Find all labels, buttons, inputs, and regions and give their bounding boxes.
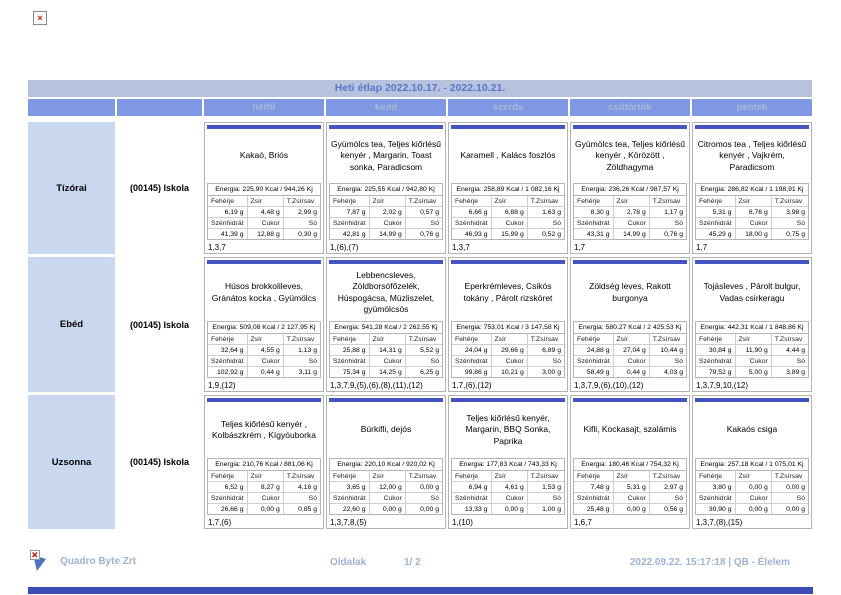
- nutrient-label-fat: Zsír: [248, 334, 284, 345]
- menu-cell: [326, 257, 446, 392]
- nutrient-value-transfat: 0,00 g: [406, 482, 442, 493]
- menu-cell: [204, 122, 324, 254]
- nutrient-label-salt: Só: [406, 493, 442, 504]
- nutrient-label-protein: Fehérje: [330, 471, 370, 482]
- nutrient-value-carbs: 45,29 g: [696, 229, 736, 239]
- nutrient-value-sugar: 0,00 g: [736, 504, 772, 514]
- meal-type-label: Ebéd: [28, 257, 115, 392]
- nutrient-label-salt: Só: [772, 356, 808, 367]
- allergen-codes: 1,7,(6),(12): [452, 381, 492, 390]
- nutrient-value-protein: 7,48 g: [574, 482, 614, 493]
- nutrient-value-sugar: 0,00 g: [492, 504, 528, 514]
- menu-cell: [204, 395, 324, 529]
- energy-line: Energia: 225,55 Kcal / 942,80 Kj: [330, 184, 442, 196]
- nutrient-label-transfat: T.Zsírsav: [528, 471, 564, 482]
- nutrient-label-transfat: T.Zsírsav: [772, 196, 808, 207]
- nutrient-label-carbs: Szénhidrát: [208, 218, 248, 229]
- nutrient-label-fat: Zsír: [492, 471, 528, 482]
- nutrient-value-protein: 8,30 g: [574, 207, 614, 218]
- nutrient-value-fat: 29,66 g: [492, 345, 528, 356]
- nutrient-label-salt: Só: [528, 356, 564, 367]
- nutrient-value-sugar: 14,99 g: [614, 229, 650, 239]
- nutrition-table: [451, 321, 565, 378]
- nutrient-label-protein: Fehérje: [330, 196, 370, 207]
- nutrient-grid: [208, 471, 320, 514]
- nutrient-value-protein: 6,94 g: [452, 482, 492, 493]
- energy-line: Energia: 753,01 Kcal / 3 147,58 Kj: [452, 322, 564, 334]
- nutrient-label-protein: Fehérje: [452, 471, 492, 482]
- nutrient-label-carbs: Szénhidrát: [696, 218, 736, 229]
- allergen-codes: 1,(6),(7): [330, 243, 359, 252]
- nutrient-value-fat: 14,31 g: [370, 345, 406, 356]
- header-day-tuesday: kedd: [326, 99, 446, 116]
- nutrient-value-sugar: 18,00 g: [736, 229, 772, 239]
- nutrient-value-fat: 5,31 g: [614, 482, 650, 493]
- nutrient-label-transfat: T.Zsírsav: [650, 196, 686, 207]
- nutrient-value-sugar: 0,44 g: [248, 367, 284, 377]
- nutrient-label-salt: Só: [650, 493, 686, 504]
- menu-cell: [448, 395, 568, 529]
- nutrient-label-carbs: Szénhidrát: [696, 493, 736, 504]
- nutrient-label-carbs: Szénhidrát: [208, 493, 248, 504]
- school-label: (00145) Iskola: [117, 122, 202, 254]
- nutrient-label-carbs: Szénhidrát: [452, 356, 492, 367]
- nutrient-value-sugar: 14,25 g: [370, 367, 406, 377]
- menu-cell: [448, 257, 568, 392]
- nutrient-label-transfat: T.Zsírsav: [406, 334, 442, 345]
- meal-name: Gyümölcs tea, Teljes kiőrlésű kenyér , Margarin, Toast sonka, Paradicsom: [331, 139, 441, 172]
- nutrient-label-fat: Zsír: [492, 334, 528, 345]
- nutrition-table: [695, 183, 809, 240]
- nutrient-label-transfat: T.Zsírsav: [284, 334, 320, 345]
- nutrient-value-transfat: 1,53 g: [528, 482, 564, 493]
- nutrient-label-transfat: T.Zsírsav: [528, 334, 564, 345]
- nutrient-label-transfat: T.Zsírsav: [650, 334, 686, 345]
- allergen-codes: 1,3,7,9,(5),(6),(8),(11),(12): [330, 381, 423, 390]
- nutrient-value-salt: 0,75 g: [786, 231, 805, 238]
- nutrient-value-salt: 3,89 g: [786, 369, 805, 376]
- nutrient-value-fat: 0,00 g: [736, 482, 772, 493]
- nutrient-label-protein: Fehérje: [208, 334, 248, 345]
- nutrition-table: [695, 458, 809, 515]
- meal-name: Teljes kiőrlésű kenyér , Kolbászkrém , Kígyóuborka: [212, 418, 316, 440]
- nutrient-label-fat: Zsír: [370, 334, 406, 345]
- nutrient-value-transfat: 0,00 g: [772, 482, 808, 493]
- nutrient-label-protein: Fehérje: [696, 471, 736, 482]
- energy-line: Energia: 286,82 Kcal / 1 198,91 Kj: [696, 184, 808, 196]
- energy-line: Energia: 257,18 Kcal / 1 075,01 Kj: [696, 459, 808, 471]
- menu-cell: [570, 257, 690, 392]
- menu-cell: [570, 122, 690, 254]
- nutrient-grid: [452, 471, 564, 514]
- nutrient-value-fat: 2,78 g: [614, 207, 650, 218]
- energy-line: Energia: 210,76 Kcal / 881,06 Kj: [208, 459, 320, 471]
- energy-line: Energia: 220,10 Kcal / 920,02 Kj: [330, 459, 442, 471]
- nutrient-label-fat: Zsír: [736, 196, 772, 207]
- nutrient-label-sugar: Cukor: [370, 493, 406, 504]
- nutrient-label-carbs: Szénhidrát: [330, 356, 370, 367]
- nutrient-label-protein: Fehérje: [696, 334, 736, 345]
- nutrient-value-sugar: 15,99 g: [492, 229, 528, 239]
- nutrient-value-fat: 2,02 g: [370, 207, 406, 218]
- nutrient-grid: [452, 196, 564, 239]
- nutrient-value-salt: 0,56 g: [664, 506, 683, 513]
- meal-name: Teljes kiőrlésű kenyér, Margarin, BBQ Sonka, Paprika: [465, 413, 551, 446]
- nutrient-value-carbs: 43,31 g: [574, 229, 614, 239]
- nutrient-grid: [696, 471, 808, 514]
- nutrient-value-salt: 3,00 g: [542, 369, 561, 376]
- nutrient-value-carbs: 42,81 g: [330, 229, 370, 239]
- energy-line: Energia: 442,31 Kcal / 1 848,86 Kj: [696, 322, 808, 334]
- nutrient-label-protein: Fehérje: [696, 196, 736, 207]
- nutrient-value-carbs: 58,49 g: [574, 367, 614, 377]
- meal-name: Eperkrémleves, Csikós tokány , Párolt rizsköret: [463, 281, 553, 303]
- menu-cell: [204, 257, 324, 392]
- nutrient-value-salt: 0,76 g: [664, 231, 683, 238]
- nutrient-grid: [574, 196, 686, 239]
- nutrient-label-fat: Zsír: [248, 471, 284, 482]
- meal-row-tizorai: [28, 122, 812, 254]
- meal-name: Kakaó, Briós: [239, 150, 289, 161]
- menu-cell: [570, 395, 690, 529]
- nutrition-table: [329, 458, 443, 515]
- nutrient-value-salt: 3,11 g: [298, 369, 317, 376]
- header-day-monday: hétfő: [204, 99, 324, 116]
- nutrient-grid: [696, 196, 808, 239]
- nutrient-value-salt: 0,76 g: [420, 231, 439, 238]
- nutrient-label-sugar: Cukor: [370, 356, 406, 367]
- allergen-codes: 1,3,7,9,10,(12): [696, 381, 749, 390]
- meal-row-uzsonna: [28, 395, 812, 529]
- nutrient-value-transfat: 6,89 g: [528, 345, 564, 356]
- nutrient-value-carbs: 22,60 g: [330, 504, 370, 514]
- nutrient-label-transfat: T.Zsírsav: [772, 334, 808, 345]
- nutrient-label-carbs: Szénhidrát: [208, 356, 248, 367]
- nutrient-value-sugar: 5,00 g: [736, 367, 772, 377]
- nutrient-grid: [330, 471, 442, 514]
- nutrient-label-protein: Fehérje: [574, 196, 614, 207]
- nutrient-value-salt: 6,25 g: [420, 369, 439, 376]
- energy-line: Energia: 225,90 Kcal / 944,26 Kj: [208, 184, 320, 196]
- nutrient-label-fat: Zsír: [248, 196, 284, 207]
- meal-name: Karamell , Kalács foszlós: [460, 150, 556, 161]
- nutrient-label-fat: Zsír: [370, 471, 406, 482]
- header-day-wednesday: szerda: [448, 99, 568, 116]
- nutrient-value-salt: 4,03 g: [664, 369, 683, 376]
- nutrient-value-transfat: 0,57 g: [406, 207, 442, 218]
- nutrient-label-salt: Só: [772, 493, 808, 504]
- nutrient-label-sugar: Cukor: [614, 493, 650, 504]
- nutrient-label-carbs: Szénhidrát: [452, 218, 492, 229]
- nutrient-value-protein: 3,65 g: [330, 482, 370, 493]
- allergen-codes: 1,(10): [452, 518, 473, 527]
- nutrient-grid: [208, 196, 320, 239]
- header-day-thursday: csütörtök: [570, 99, 690, 116]
- nutrient-value-fat: 4,55 g: [248, 345, 284, 356]
- nutrient-value-salt: 0,52 g: [542, 231, 561, 238]
- nutrient-label-sugar: Cukor: [248, 356, 284, 367]
- nutrient-label-protein: Fehérje: [452, 196, 492, 207]
- nutrient-value-sugar: 14,99 g: [370, 229, 406, 239]
- nutrient-label-fat: Zsír: [614, 196, 650, 207]
- nutrient-value-carbs: 79,52 g: [696, 367, 736, 377]
- meal-name: Húsos brokkolileves, Gránátos kocka , Gyümölcs: [211, 281, 317, 303]
- allergen-codes: 1,6,7: [574, 518, 592, 527]
- nutrient-label-protein: Fehérje: [208, 196, 248, 207]
- nutrient-grid: [330, 334, 442, 377]
- nutrition-table: [451, 458, 565, 515]
- nutrient-value-protein: 25,88 g: [330, 345, 370, 356]
- nutrient-label-transfat: T.Zsírsav: [650, 471, 686, 482]
- nutrient-value-carbs: 46,93 g: [452, 229, 492, 239]
- nutrient-label-protein: Fehérje: [574, 471, 614, 482]
- nutrient-label-salt: Só: [284, 356, 320, 367]
- nutrient-grid: [696, 334, 808, 377]
- nutrition-table: [451, 183, 565, 240]
- nutrient-value-salt: 0,00 g: [420, 506, 439, 513]
- nutrient-label-sugar: Cukor: [492, 218, 528, 229]
- nutrient-label-salt: Só: [284, 218, 320, 229]
- quadro-logo-icon: [30, 550, 48, 572]
- menu-title: Heti étlap 2022.10.17. - 2022.10.21.: [28, 80, 812, 97]
- nutrient-label-sugar: Cukor: [370, 218, 406, 229]
- menu-cell: [326, 122, 446, 254]
- nutrient-label-protein: Fehérje: [208, 471, 248, 482]
- allergen-codes: 1,7: [696, 243, 708, 252]
- meal-name: Tojásleves , Párolt bulgur, Vadas csirkeragu: [703, 281, 801, 303]
- nutrient-value-sugar: 12,88 g: [248, 229, 284, 239]
- nutrient-label-sugar: Cukor: [248, 493, 284, 504]
- nutrition-table: [573, 183, 687, 240]
- nutrient-value-protein: 6,66 g: [452, 207, 492, 218]
- nutrition-table: [207, 183, 321, 240]
- menu-cell: [692, 257, 812, 392]
- nutrient-value-transfat: 1,63 g: [528, 207, 564, 218]
- nutrient-label-carbs: Szénhidrát: [574, 218, 614, 229]
- energy-line: Energia: 180,46 Kcal / 754,32 Kj: [574, 459, 686, 471]
- meal-name: Kifli, Kockasajt, szalámis: [583, 424, 677, 435]
- menu-cell: [692, 395, 812, 529]
- energy-line: Energia: 236,26 Kcal / 987,57 Kj: [574, 184, 686, 196]
- nutrient-label-fat: Zsír: [492, 196, 528, 207]
- nutrient-value-salt: 1,00 g: [542, 506, 561, 513]
- footer-company: Quadro Byte Zrt: [60, 556, 137, 567]
- bottom-accent-bar: [28, 587, 813, 594]
- nutrient-label-sugar: Cukor: [614, 218, 650, 229]
- nutrient-label-transfat: T.Zsírsav: [406, 471, 442, 482]
- nutrient-label-sugar: Cukor: [736, 218, 772, 229]
- broken-image-icon: ×: [33, 11, 47, 25]
- nutrient-grid: [574, 334, 686, 377]
- allergen-codes: 1,3,7,8,(5): [330, 518, 367, 527]
- meal-name: Zöldség leves, Rakott burgonya: [589, 281, 671, 303]
- nutrient-label-fat: Zsír: [736, 334, 772, 345]
- nutrient-value-carbs: 41,39 g: [208, 229, 248, 239]
- nutrient-label-salt: Só: [406, 218, 442, 229]
- nutrient-label-carbs: Szénhidrát: [452, 493, 492, 504]
- nutrient-label-sugar: Cukor: [736, 356, 772, 367]
- nutrition-table: [207, 321, 321, 378]
- nutrient-label-salt: Só: [528, 218, 564, 229]
- nutrient-label-sugar: Cukor: [248, 218, 284, 229]
- meal-name: Gyümölcs tea, Teljes kiőrlésű kenyér , Körözött , Zöldhagyma: [575, 139, 685, 172]
- nutrient-label-sugar: Cukor: [492, 493, 528, 504]
- allergen-codes: 1,7,(6): [208, 518, 232, 527]
- nutrition-table: [573, 458, 687, 515]
- meal-type-label: Tízórai: [28, 122, 115, 254]
- nutrient-value-sugar: 10,21 g: [492, 367, 528, 377]
- nutrient-value-protein: 3,80 g: [696, 482, 736, 493]
- day-header-row: [28, 99, 812, 116]
- energy-line: Energia: 580,27 Kcal / 2 425,53 Kj: [574, 322, 686, 334]
- menu-cell: [692, 122, 812, 254]
- header-spacer-meal: [28, 99, 115, 116]
- meal-type-label: Uzsonna: [28, 395, 115, 529]
- nutrient-label-transfat: T.Zsírsav: [284, 471, 320, 482]
- nutrient-value-protein: 6,19 g: [208, 207, 248, 218]
- allergen-codes: 1,3,7,9,(6),(10),(12): [574, 381, 644, 390]
- meal-name: Lebbencsleves, Zöldborsófőzelék, Húspogácsa, Müzliszelet, gyümölcsös: [337, 270, 435, 314]
- meal-name: Kakaós csiga: [726, 424, 778, 435]
- nutrition-table: [207, 458, 321, 515]
- nutrient-value-carbs: 99,86 g: [452, 367, 492, 377]
- energy-line: Energia: 177,83 Kcal / 743,33 Kj: [452, 459, 564, 471]
- meal-name: Citromos tea , Teljes kiőrlésű kenyér , Vajkrém, Paradicsom: [697, 139, 807, 172]
- nutrient-value-carbs: 30,90 g: [696, 504, 736, 514]
- nutrition-table: [573, 321, 687, 378]
- allergen-codes: 1,9,(12): [208, 381, 236, 390]
- menu-cell: [448, 122, 568, 254]
- nutrient-value-carbs: 102,92 g: [208, 367, 248, 377]
- energy-line: Energia: 258,89 Kcal / 1 082,16 Kj: [452, 184, 564, 196]
- nutrient-value-transfat: 3,98 g: [772, 207, 808, 218]
- footer-pages-label: Oldalak: [330, 557, 367, 568]
- nutrient-value-transfat: 1,17 g: [650, 207, 686, 218]
- nutrient-value-fat: 12,00 g: [370, 482, 406, 493]
- nutrient-label-sugar: Cukor: [614, 356, 650, 367]
- nutrient-value-carbs: 25,48 g: [574, 504, 614, 514]
- nutrition-table: [695, 321, 809, 378]
- nutrient-value-fat: 8,76 g: [736, 207, 772, 218]
- nutrient-value-protein: 30,84 g: [696, 345, 736, 356]
- nutrient-label-fat: Zsír: [370, 196, 406, 207]
- nutrient-label-protein: Fehérje: [452, 334, 492, 345]
- energy-line: Energia: 509,08 Kcal / 2 127,95 Kj: [208, 322, 320, 334]
- allergen-codes: 1,3,7: [208, 243, 226, 252]
- header-day-friday: péntek: [692, 99, 812, 116]
- footer-timestamp: 2022.09.22. 15:17:18 | QB - Élelem: [629, 557, 790, 568]
- menu-cell: [326, 395, 446, 529]
- nutrient-label-salt: Só: [650, 356, 686, 367]
- nutrient-value-protein: 7,87 g: [330, 207, 370, 218]
- nutrient-value-fat: 11,90 g: [736, 345, 772, 356]
- nutrient-grid: [208, 334, 320, 377]
- meal-row-ebed: [28, 257, 812, 392]
- nutrient-label-fat: Zsír: [614, 334, 650, 345]
- header-spacer-school: [117, 99, 202, 116]
- nutrient-value-salt: 0,30 g: [298, 231, 317, 238]
- nutrient-grid: [452, 334, 564, 377]
- nutrient-label-protein: Fehérje: [330, 334, 370, 345]
- footer-page-number: 1/ 2: [404, 557, 421, 568]
- nutrient-label-transfat: T.Zsírsav: [406, 196, 442, 207]
- nutrient-value-fat: 4,61 g: [492, 482, 528, 493]
- nutrient-label-sugar: Cukor: [492, 356, 528, 367]
- nutrient-value-transfat: 1,13 g: [284, 345, 320, 356]
- nutrient-value-fat: 8,27 g: [248, 482, 284, 493]
- nutrient-value-transfat: 4,16 g: [284, 482, 320, 493]
- nutrition-table: [329, 321, 443, 378]
- nutrient-label-transfat: T.Zsírsav: [772, 471, 808, 482]
- allergen-codes: 1,3,7,(8),(15): [696, 518, 743, 527]
- nutrient-label-sugar: Cukor: [736, 493, 772, 504]
- nutrient-value-protein: 6,52 g: [208, 482, 248, 493]
- nutrient-value-transfat: 5,52 g: [406, 345, 442, 356]
- nutrition-table: [329, 183, 443, 240]
- nutrient-value-fat: 27,04 g: [614, 345, 650, 356]
- nutrient-value-sugar: 0,00 g: [370, 504, 406, 514]
- school-label: (00145) Iskola: [117, 395, 202, 529]
- nutrient-value-sugar: 0,44 g: [614, 367, 650, 377]
- nutrient-value-transfat: 4,44 g: [772, 345, 808, 356]
- school-label: (00145) Iskola: [117, 257, 202, 392]
- nutrient-label-carbs: Szénhidrát: [696, 356, 736, 367]
- nutrient-value-carbs: 13,33 g: [452, 504, 492, 514]
- nutrient-value-protein: 32,64 g: [208, 345, 248, 356]
- nutrient-value-transfat: 2,99 g: [284, 207, 320, 218]
- nutrient-value-fat: 6,88 g: [492, 207, 528, 218]
- nutrient-value-protein: 24,88 g: [574, 345, 614, 356]
- nutrient-value-sugar: 0,00 g: [614, 504, 650, 514]
- meal-name: Búrkifli, dejós: [360, 424, 412, 435]
- nutrient-label-salt: Só: [772, 218, 808, 229]
- nutrient-value-protein: 24,04 g: [452, 345, 492, 356]
- nutrient-label-transfat: T.Zsírsav: [284, 196, 320, 207]
- energy-line: Energia: 541,28 Kcal / 2 262,55 Kj: [330, 322, 442, 334]
- nutrient-label-carbs: Szénhidrát: [330, 493, 370, 504]
- nutrient-label-transfat: T.Zsírsav: [528, 196, 564, 207]
- allergen-codes: 1,3,7: [452, 243, 470, 252]
- nutrient-label-fat: Zsír: [736, 471, 772, 482]
- nutrient-label-carbs: Szénhidrát: [574, 356, 614, 367]
- nutrient-label-salt: Só: [284, 493, 320, 504]
- nutrient-label-salt: Só: [650, 218, 686, 229]
- nutrient-value-transfat: 2,97 g: [650, 482, 686, 493]
- nutrient-value-transfat: 10,44 g: [650, 345, 686, 356]
- weekly-menu-table: [28, 80, 812, 529]
- nutrient-label-salt: Só: [406, 356, 442, 367]
- nutrient-value-carbs: 26,66 g: [208, 504, 248, 514]
- nutrient-value-carbs: 75,34 g: [330, 367, 370, 377]
- nutrient-value-salt: 0,85 g: [298, 506, 317, 513]
- nutrient-value-fat: 4,48 g: [248, 207, 284, 218]
- nutrient-label-carbs: Szénhidrát: [574, 493, 614, 504]
- nutrient-grid: [330, 196, 442, 239]
- nutrient-value-salt: 0,00 g: [786, 506, 805, 513]
- nutrient-value-sugar: 0,00 g: [248, 504, 284, 514]
- nutrient-grid: [574, 471, 686, 514]
- nutrient-label-carbs: Szénhidrát: [330, 218, 370, 229]
- nutrient-label-protein: Fehérje: [574, 334, 614, 345]
- nutrient-label-salt: Só: [528, 493, 564, 504]
- nutrient-label-fat: Zsír: [614, 471, 650, 482]
- nutrient-value-protein: 5,31 g: [696, 207, 736, 218]
- allergen-codes: 1,7: [574, 243, 586, 252]
